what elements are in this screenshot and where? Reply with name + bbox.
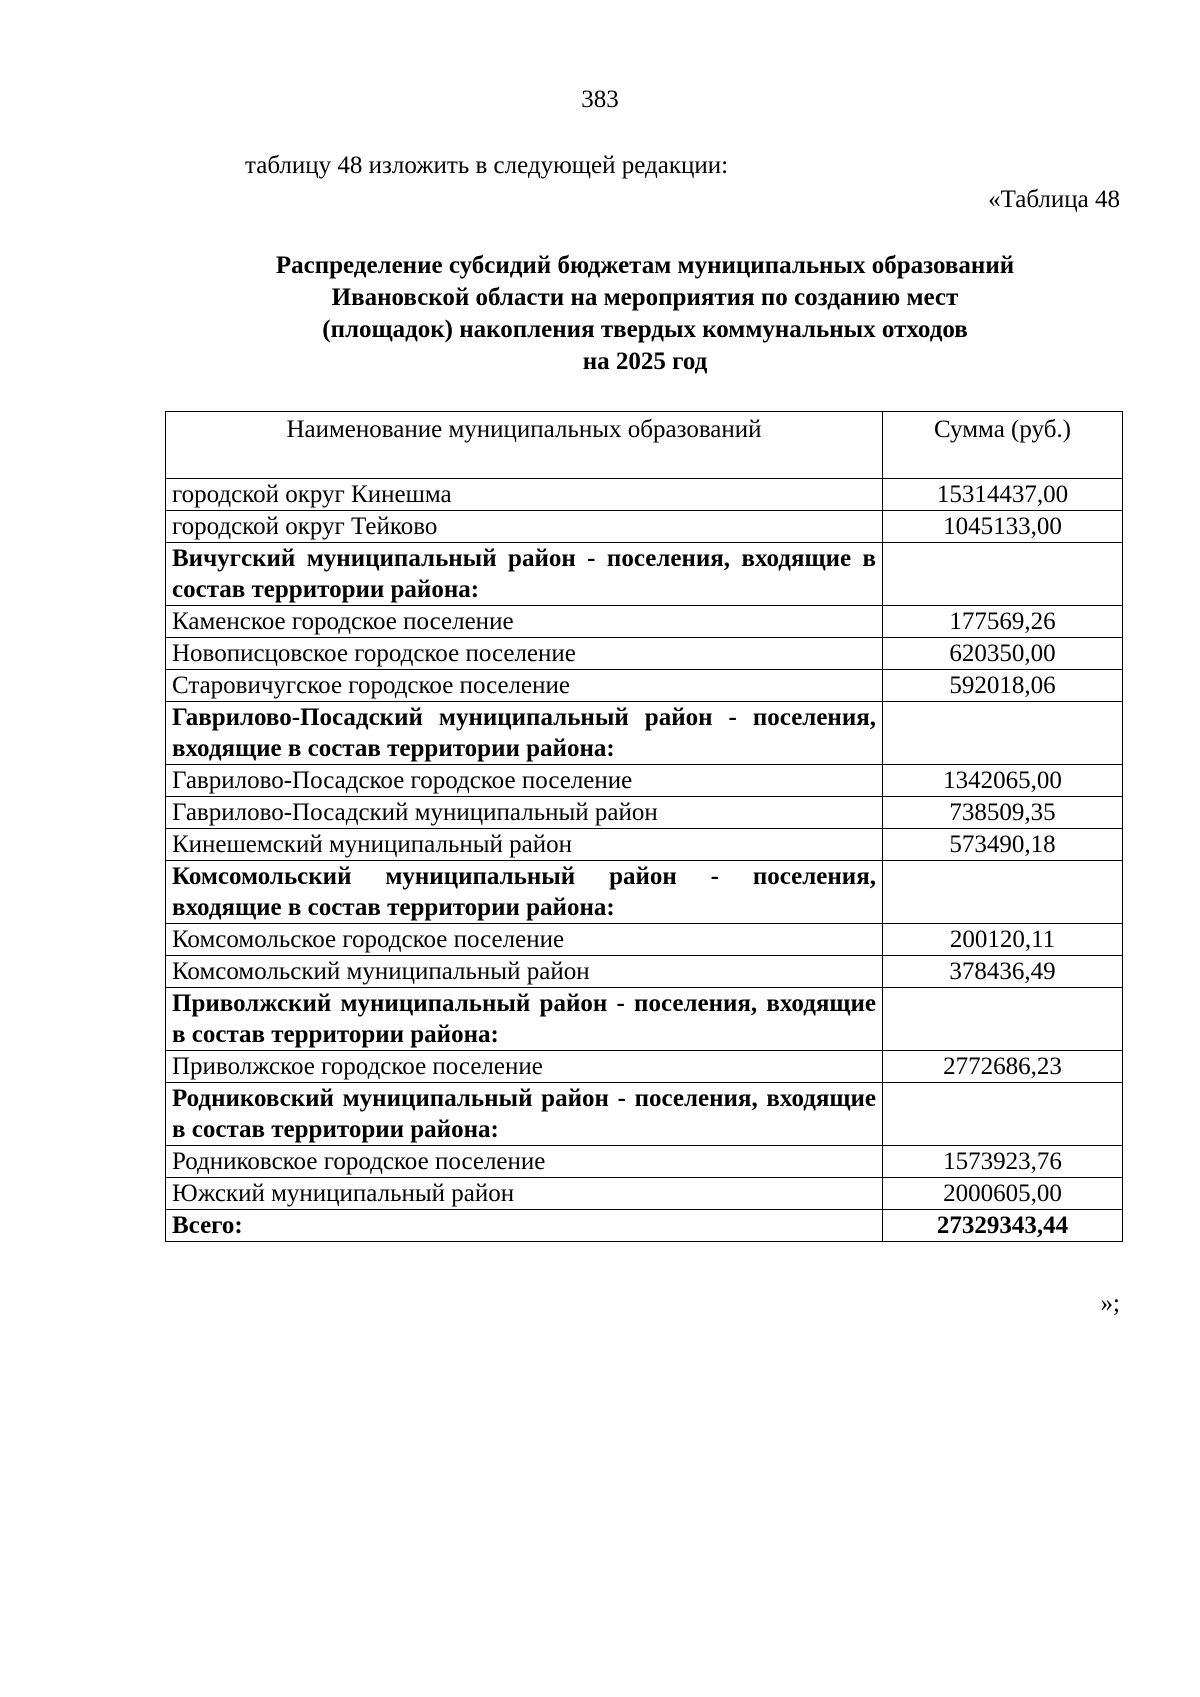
table-row (166, 1051, 1123, 1083)
table-row (166, 924, 1123, 956)
title-line: на 2025 год (582, 348, 708, 375)
municipality-name-cell: Старовичугское городское поселение (166, 670, 883, 702)
page-number: 383 (581, 86, 619, 113)
table-group-row (166, 988, 1123, 1051)
municipality-name-cell: Всего: (166, 1210, 883, 1242)
table-row (166, 1178, 1123, 1210)
amount-cell (883, 1083, 1123, 1146)
title-line: Распределение субсидий бюджетам муниципальных образований (275, 252, 1015, 279)
amount-cell: 1045133,00 (883, 511, 1123, 543)
amount-cell: 592018,06 (883, 670, 1123, 702)
municipality-name-cell: Гаврилово-Посадский муниципальный район - поселения, входящие в состав территории района: (166, 702, 883, 765)
amount-cell: 1342065,00 (883, 765, 1123, 797)
municipality-name-cell: Комсомольский муниципальный район (166, 956, 883, 988)
subsidy-table (165, 411, 1123, 1242)
municipality-name-cell: Южский муниципальный район (166, 1178, 883, 1210)
table-row (166, 797, 1123, 829)
table-row (166, 511, 1123, 543)
amount-cell: 378436,49 (883, 956, 1123, 988)
municipality-name-cell: городской округ Кинешма (166, 479, 883, 511)
amount-cell (883, 543, 1123, 606)
amount-cell (883, 988, 1123, 1051)
column-header-name: Наименование муниципальных образований (166, 412, 883, 479)
intro-text: таблицу 48 изложить в следующей редакции: (245, 152, 729, 179)
table-row (166, 765, 1123, 797)
municipality-name-cell: Новописцовское городское поселение (166, 638, 883, 670)
table-group-row (166, 861, 1123, 924)
table-group-row (166, 543, 1123, 606)
amount-cell (883, 861, 1123, 924)
amount-cell: 620350,00 (883, 638, 1123, 670)
table-row (166, 606, 1123, 638)
amount-cell: 27329343,44 (883, 1210, 1123, 1242)
closing-quote: »; (1100, 1290, 1120, 1317)
table-row (166, 829, 1123, 861)
table-total-row (166, 1210, 1123, 1242)
column-header-amount: Сумма (руб.) (883, 412, 1123, 479)
municipality-name-cell: городской округ Тейково (166, 511, 883, 543)
amount-cell: 1573923,76 (883, 1146, 1123, 1178)
municipality-name-cell: Приволжский муниципальный район - поселения, входящие в состав территории района: (166, 988, 883, 1051)
amount-cell: 15314437,00 (883, 479, 1123, 511)
municipality-name-cell: Родниковское городское поселение (166, 1146, 883, 1178)
municipality-name-cell: Вичугский муниципальный район - поселения, входящие в состав территории района: (166, 543, 883, 606)
table-row (166, 956, 1123, 988)
table-row (166, 479, 1123, 511)
table-header-row (166, 412, 1123, 479)
amount-cell (883, 702, 1123, 765)
document-title (150, 250, 1140, 378)
title-line: (площадок) накопления твердых коммунальных отходов (322, 316, 968, 343)
municipality-name-cell: Каменское городское поселение (166, 606, 883, 638)
table-body (166, 479, 1123, 1242)
municipality-name-cell: Комсомольский муниципальный район - поселения, входящие в состав территории района: (166, 861, 883, 924)
municipality-name-cell: Комсомольское городское поселение (166, 924, 883, 956)
amount-cell: 738509,35 (883, 797, 1123, 829)
table-row (166, 638, 1123, 670)
table-row (166, 1146, 1123, 1178)
amount-cell: 573490,18 (883, 829, 1123, 861)
amount-cell: 177569,26 (883, 606, 1123, 638)
title-line: Ивановской области на мероприятия по созданию мест (331, 284, 959, 311)
table-row (166, 670, 1123, 702)
municipality-name-cell: Гаврилово-Посадский муниципальный район (166, 797, 883, 829)
municipality-name-cell: Кинешемский муниципальный район (166, 829, 883, 861)
amount-cell: 200120,11 (883, 924, 1123, 956)
table-group-row (166, 1083, 1123, 1146)
municipality-name-cell: Гаврилово-Посадское городское поселение (166, 765, 883, 797)
amount-cell: 2772686,23 (883, 1051, 1123, 1083)
table-group-row (166, 702, 1123, 765)
municipality-name-cell: Приволжское городское поселение (166, 1051, 883, 1083)
amount-cell: 2000605,00 (883, 1178, 1123, 1210)
table-reference: «Таблица 48 (988, 186, 1120, 213)
municipality-name-cell: Родниковский муниципальный район - поселения, входящие в состав территории района: (166, 1083, 883, 1146)
